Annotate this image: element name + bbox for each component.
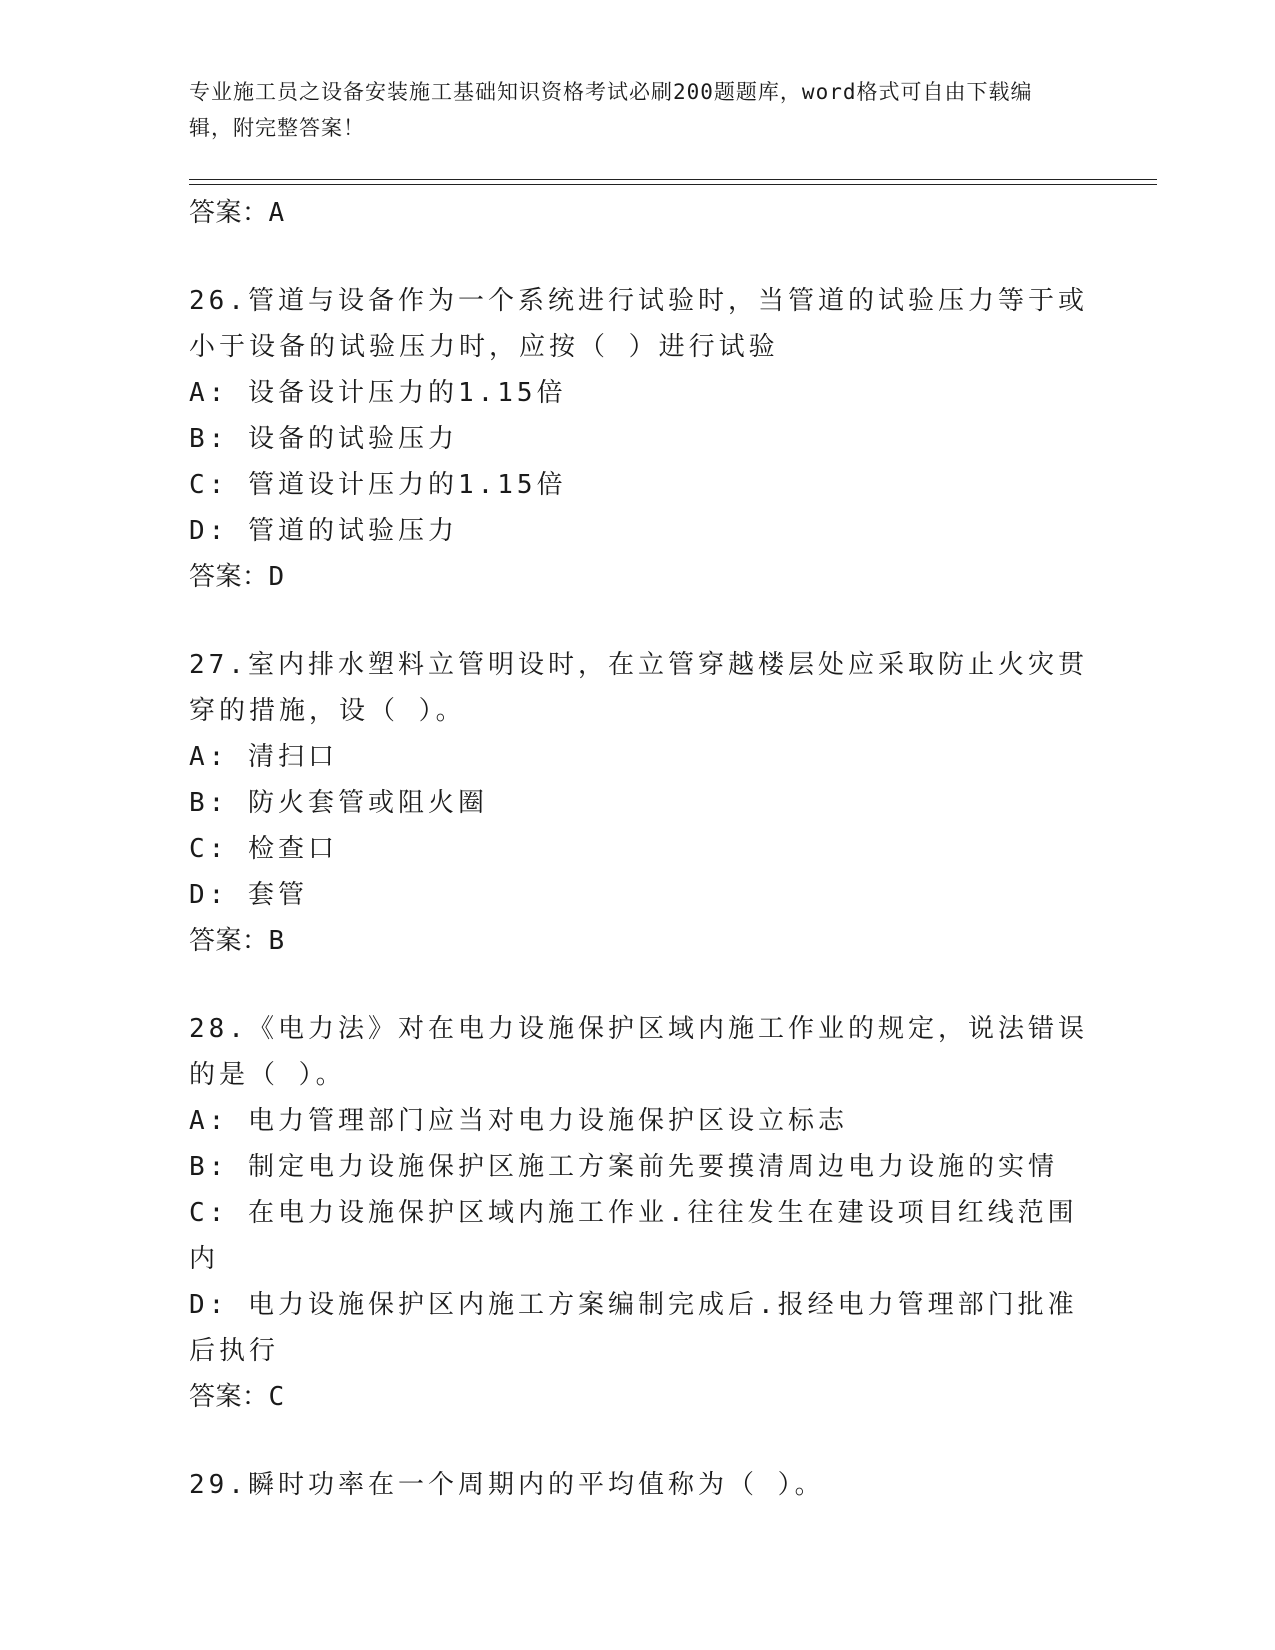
- question-26-option-c: C: 管道设计压力的1.15倍: [189, 470, 567, 500]
- question-27: [189, 642, 1089, 964]
- question-28-option-c: C: 在电力设施保护区域内施工作业.往往发生在建设项目红线范围内: [189, 1198, 1078, 1274]
- question-27-option-c: C: 检查口: [189, 834, 338, 864]
- question-27-option-b: B: 防火套管或阻火圈: [189, 788, 488, 818]
- question-26-option-a: A: 设备设计压力的1.15倍: [189, 378, 567, 408]
- question-28-answer: 答案：C: [189, 1382, 285, 1412]
- spacer: [189, 964, 1089, 1006]
- question-list: [189, 190, 1089, 1508]
- question-27-answer: 答案：B: [189, 926, 285, 956]
- spacer: [189, 1420, 1089, 1462]
- question-27-text: 27.室内排水塑料立管明设时，在立管穿越楼层处应采取防止火灾贯穿的措施，设（ ）。: [189, 650, 1088, 726]
- spacer: [189, 236, 1089, 278]
- question-27-option-a: A: 清扫口: [189, 742, 338, 772]
- question-28-option-b: B: 制定电力设施保护区施工方案前先要摸清周边电力设施的实情: [189, 1152, 1058, 1182]
- question-28: [189, 1006, 1089, 1420]
- question-27-option-d: D: 套管: [189, 880, 308, 910]
- question-29-text: 29.瞬时功率在一个周期内的平均值称为（ ）。: [189, 1470, 825, 1500]
- answer-prev: 答案：A: [189, 198, 285, 228]
- header-rule-bottom: [189, 184, 1157, 185]
- question-28-option-a: A: 电力管理部门应当对电力设施保护区设立标志: [189, 1106, 848, 1136]
- question-26-option-d: D: 管道的试验压力: [189, 516, 458, 546]
- question-26-text: 26.管道与设备作为一个系统进行试验时，当管道的试验压力等于或小于设备的试验压力时，应按（ ）进行试验: [189, 286, 1088, 362]
- document-header: 专业施工员之设备安装施工基础知识资格考试必刷200题题库，word格式可自由下载编辑，附完整答案！: [189, 80, 1033, 140]
- question-28-text: 28.《电力法》对在电力设施保护区域内施工作业的规定，说法错误的是（ ）。: [189, 1014, 1088, 1090]
- spacer: [189, 600, 1089, 642]
- question-26: [189, 278, 1089, 600]
- question-29: [189, 1462, 1089, 1508]
- question-26-option-b: B: 设备的试验压力: [189, 424, 458, 454]
- question-28-option-d: D: 电力设施保护区内施工方案编制完成后.报经电力管理部门批准后执行: [189, 1290, 1078, 1366]
- question-26-answer: 答案：D: [189, 562, 285, 592]
- header-rule-top: [189, 179, 1157, 180]
